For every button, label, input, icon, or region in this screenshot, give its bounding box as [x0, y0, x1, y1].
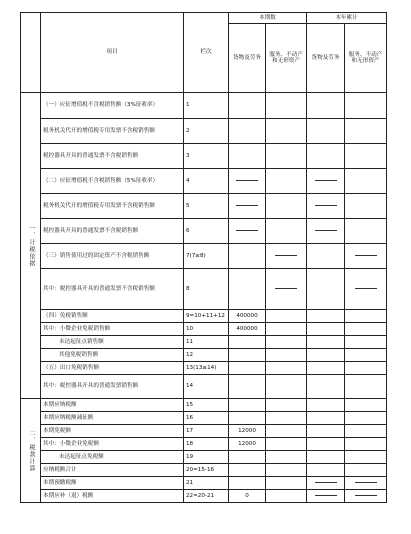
- table-row: [21, 490, 387, 503]
- amount-cell[interactable]: [266, 310, 307, 323]
- amount-cell[interactable]: [229, 349, 266, 362]
- dash-mark: [236, 230, 258, 231]
- amount-cell[interactable]: [307, 425, 345, 438]
- amount-cell[interactable]: [266, 375, 307, 399]
- amount-cell[interactable]: [345, 399, 387, 412]
- table-row: [21, 451, 387, 464]
- row-number: 5: [184, 194, 229, 219]
- amount-cell[interactable]: [345, 144, 387, 169]
- amount-cell[interactable]: 12000: [229, 425, 266, 438]
- table-row: [21, 219, 387, 244]
- column-header-item: 项目: [41, 13, 184, 93]
- dash-mark: [315, 230, 337, 231]
- subheader-goods-ytd: 货物及劳务: [307, 24, 345, 93]
- row-number: 16: [184, 412, 229, 425]
- amount-cell[interactable]: [266, 336, 307, 349]
- not-applicable-cell: [307, 490, 345, 503]
- subheader-services-current: 服务、不动产和无形资产: [266, 24, 307, 93]
- amount-cell[interactable]: [307, 438, 345, 451]
- row-number: 22=20-21: [184, 490, 229, 503]
- amount-cell[interactable]: [345, 375, 387, 399]
- dash-mark: [315, 482, 337, 483]
- amount-cell[interactable]: [229, 451, 266, 464]
- amount-cell[interactable]: [266, 119, 307, 144]
- amount-cell[interactable]: [266, 144, 307, 169]
- amount-cell[interactable]: [307, 362, 345, 375]
- amount-cell[interactable]: [307, 244, 345, 269]
- table-row: [21, 269, 387, 310]
- section-label-tax-basis: 一、计税依据: [21, 93, 41, 399]
- amount-cell[interactable]: 400000: [229, 310, 266, 323]
- item-label: 其中：税控器具开具的普通发票销售额: [41, 375, 184, 399]
- dash-mark: [315, 495, 337, 496]
- row-number: 14: [184, 375, 229, 399]
- dash-mark: [275, 255, 297, 256]
- row-number: 12: [184, 349, 229, 362]
- not-applicable-cell: [307, 169, 345, 194]
- row-number: 6: [184, 219, 229, 244]
- amount-cell[interactable]: [307, 269, 345, 310]
- amount-cell[interactable]: [345, 119, 387, 144]
- row-number: 11: [184, 336, 229, 349]
- row-number: 3: [184, 144, 229, 169]
- amount-cell[interactable]: 0: [229, 490, 266, 503]
- table-row: [21, 349, 387, 362]
- amount-cell[interactable]: [345, 310, 387, 323]
- item-label: （一）应征增值税不含税销售额（3%征收率）: [41, 93, 184, 119]
- vat-return-table: [20, 12, 387, 503]
- row-number: 9=10+11+12: [184, 310, 229, 323]
- item-label: （五）出口免税销售额: [41, 362, 184, 375]
- item-label: 税控器具开具的普通发票不含税销售额: [41, 219, 184, 244]
- amount-cell[interactable]: [266, 219, 307, 244]
- amount-cell[interactable]: [345, 323, 387, 336]
- row-number: 7(7≥8): [184, 244, 229, 269]
- amount-cell[interactable]: [307, 399, 345, 412]
- row-number: 1: [184, 93, 229, 119]
- table-row: [21, 477, 387, 490]
- column-header-row-number: 栏次: [184, 13, 229, 93]
- amount-cell[interactable]: [307, 375, 345, 399]
- table-row: [21, 362, 387, 375]
- amount-cell[interactable]: [307, 93, 345, 119]
- amount-cell[interactable]: [307, 412, 345, 425]
- item-label: 税控器具开具的普通发票不含税销售额: [41, 144, 184, 169]
- amount-cell[interactable]: [266, 464, 307, 477]
- amount-cell[interactable]: [229, 269, 266, 310]
- row-number: 19: [184, 451, 229, 464]
- not-applicable-cell: [266, 269, 307, 310]
- amount-cell[interactable]: [229, 93, 266, 119]
- amount-cell[interactable]: [307, 336, 345, 349]
- amount-cell[interactable]: [345, 349, 387, 362]
- amount-cell[interactable]: [266, 399, 307, 412]
- amount-cell[interactable]: [266, 93, 307, 119]
- column-header-year-to-date: 本年累计: [307, 13, 387, 24]
- amount-cell[interactable]: [307, 310, 345, 323]
- amount-cell[interactable]: [266, 169, 307, 194]
- item-label: 其中：税控器具开具的普通发票不含税销售额: [41, 269, 184, 310]
- table-row: [21, 310, 387, 323]
- item-label: （四）免税销售额: [41, 310, 184, 323]
- amount-cell[interactable]: [307, 464, 345, 477]
- table-row: [21, 119, 387, 144]
- amount-cell[interactable]: [307, 144, 345, 169]
- table-row: [21, 375, 387, 399]
- item-label: 应纳税额合计: [41, 464, 184, 477]
- row-number: 18: [184, 438, 229, 451]
- amount-cell[interactable]: [229, 375, 266, 399]
- row-number: 2: [184, 119, 229, 144]
- not-applicable-cell: [307, 194, 345, 219]
- amount-cell[interactable]: [345, 362, 387, 375]
- amount-cell[interactable]: [266, 323, 307, 336]
- amount-cell[interactable]: [266, 451, 307, 464]
- item-label: 本期预缴税额: [41, 477, 184, 490]
- table-row: [21, 144, 387, 169]
- amount-cell[interactable]: [345, 451, 387, 464]
- table-row: [21, 194, 387, 219]
- header-row-1: [21, 13, 387, 24]
- item-label: 本期免税额: [41, 425, 184, 438]
- item-label: 本期应纳税额: [41, 399, 184, 412]
- amount-cell[interactable]: [266, 412, 307, 425]
- item-label: 税务机关代开的增值税专用发票不含税销售额: [41, 194, 184, 219]
- table-row: [21, 438, 387, 451]
- not-applicable-cell: [229, 219, 266, 244]
- table-row: [21, 336, 387, 349]
- dash-mark: [355, 482, 377, 483]
- table-row: [21, 425, 387, 438]
- amount-cell[interactable]: [345, 336, 387, 349]
- row-number: 20=15-16: [184, 464, 229, 477]
- amount-cell[interactable]: [229, 244, 266, 269]
- item-label: （三）销售使用过的固定资产不含税销售额: [41, 244, 184, 269]
- table-row: [21, 93, 387, 119]
- amount-cell[interactable]: [345, 219, 387, 244]
- column-header-current-period: 本期数: [229, 13, 307, 24]
- table-row: [21, 464, 387, 477]
- amount-cell[interactable]: [229, 119, 266, 144]
- table-row: [21, 399, 387, 412]
- dash-mark: [355, 255, 377, 256]
- amount-cell[interactable]: [307, 451, 345, 464]
- table-row: [21, 169, 387, 194]
- amount-cell[interactable]: [307, 349, 345, 362]
- item-label: 未达起征点销售额: [41, 336, 184, 349]
- row-number: 10: [184, 323, 229, 336]
- amount-cell[interactable]: [229, 477, 266, 490]
- amount-cell[interactable]: [266, 194, 307, 219]
- not-applicable-cell: [229, 194, 266, 219]
- item-label: 未达起征点免税额: [41, 451, 184, 464]
- dash-mark: [236, 205, 258, 206]
- amount-cell[interactable]: [307, 323, 345, 336]
- dash-mark: [355, 495, 377, 496]
- amount-cell[interactable]: [345, 438, 387, 451]
- item-label: 本期应纳税额减征额: [41, 412, 184, 425]
- subheader-services-ytd: 服务、不动产和无形资产: [345, 24, 387, 93]
- blank-corner-cell: [21, 13, 41, 93]
- table-row: [21, 244, 387, 269]
- dash-mark: [315, 205, 337, 206]
- row-number: 4: [184, 169, 229, 194]
- amount-cell[interactable]: [345, 464, 387, 477]
- row-number: 15: [184, 399, 229, 412]
- row-number: 21: [184, 477, 229, 490]
- dash-mark: [355, 288, 377, 289]
- item-label: 本期应补（退）税额: [41, 490, 184, 503]
- amount-cell[interactable]: [345, 93, 387, 119]
- not-applicable-cell: [345, 269, 387, 310]
- amount-cell[interactable]: [266, 425, 307, 438]
- amount-cell[interactable]: [229, 412, 266, 425]
- amount-cell[interactable]: [229, 144, 266, 169]
- amount-cell[interactable]: [345, 425, 387, 438]
- not-applicable-cell: [345, 244, 387, 269]
- amount-cell[interactable]: [307, 119, 345, 144]
- subheader-goods-current: 货物及劳务: [229, 24, 266, 93]
- table-row: [21, 323, 387, 336]
- not-applicable-cell: [307, 219, 345, 244]
- not-applicable-cell: [345, 477, 387, 490]
- item-label: （二）应征增值税不含税销售额（5%征收率）: [41, 169, 184, 194]
- amount-cell[interactable]: 400000: [229, 323, 266, 336]
- amount-cell[interactable]: [229, 399, 266, 412]
- amount-cell[interactable]: [229, 336, 266, 349]
- amount-cell[interactable]: [229, 362, 266, 375]
- item-label: 税务机关代开的增值税专用发票不含税销售额: [41, 119, 184, 144]
- section-label-tax-calculation: 二、税款计算: [21, 399, 41, 503]
- dash-mark: [236, 180, 258, 181]
- item-label: 其他免税销售额: [41, 349, 184, 362]
- dash-mark: [315, 180, 337, 181]
- amount-cell[interactable]: [229, 464, 266, 477]
- amount-cell[interactable]: [266, 490, 307, 503]
- row-number: 17: [184, 425, 229, 438]
- row-number: 8: [184, 269, 229, 310]
- amount-cell[interactable]: [266, 362, 307, 375]
- not-applicable-cell: [229, 169, 266, 194]
- amount-cell[interactable]: [266, 438, 307, 451]
- amount-cell[interactable]: 12000: [229, 438, 266, 451]
- amount-cell[interactable]: [266, 477, 307, 490]
- amount-cell[interactable]: [345, 194, 387, 219]
- not-applicable-cell: [266, 244, 307, 269]
- dash-mark: [275, 288, 297, 289]
- not-applicable-cell: [307, 477, 345, 490]
- item-label: 其中：小微企业免税销售额: [41, 323, 184, 336]
- amount-cell[interactable]: [345, 412, 387, 425]
- amount-cell[interactable]: [266, 349, 307, 362]
- table-row: [21, 412, 387, 425]
- item-label: 其中：小微企业免税额: [41, 438, 184, 451]
- row-number: 13(13≥14): [184, 362, 229, 375]
- amount-cell[interactable]: [345, 169, 387, 194]
- not-applicable-cell: [345, 490, 387, 503]
